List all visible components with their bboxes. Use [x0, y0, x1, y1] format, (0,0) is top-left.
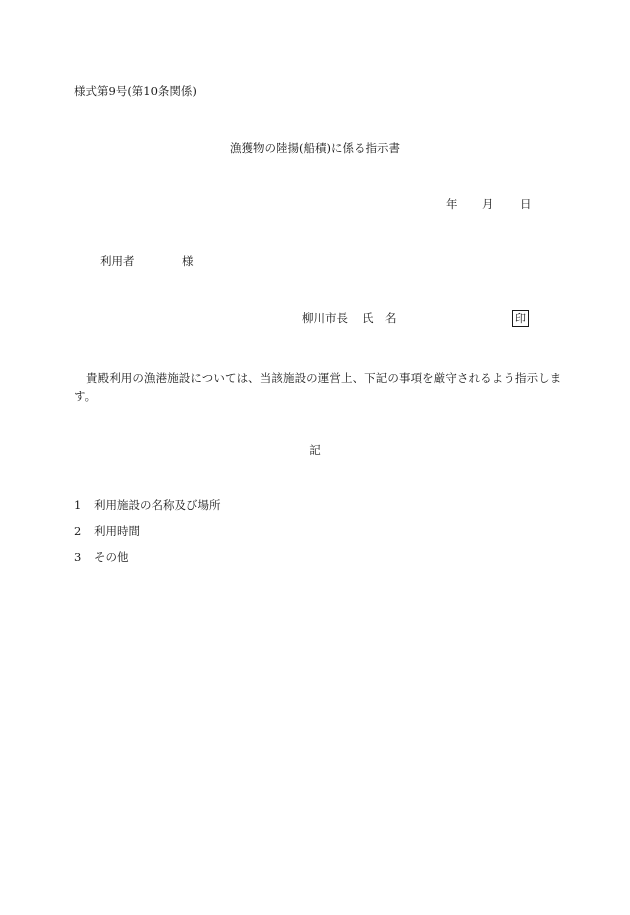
issuer-organization: 柳川市長 — [302, 311, 348, 325]
item-text: その他 — [94, 550, 129, 564]
list-item — [74, 500, 221, 512]
date-day-label: 日 — [520, 197, 532, 211]
item-text: 利用時間 — [94, 524, 140, 538]
item-text: 利用施設の名称及び場所 — [94, 498, 221, 512]
seal-box: 印 — [512, 310, 529, 327]
list-item — [74, 552, 129, 564]
item-number: 1 — [74, 498, 82, 512]
form-number: 様式第9号(第10条関係) — [74, 84, 197, 98]
document-title: 漁獲物の陸揚(船積)に係る指示書 — [230, 141, 400, 155]
date-month-label: 月 — [482, 197, 494, 211]
list-item — [74, 526, 140, 538]
item-number: 2 — [74, 524, 82, 538]
recipient-line — [100, 256, 194, 268]
issuer-line — [302, 313, 397, 325]
instruction-body: 貴殿利用の漁港施設については、当該施設の運営上、下記の事項を厳守されるよう指示します。 — [74, 371, 562, 403]
recipient-honorific: 様 — [182, 254, 194, 268]
recipient-label: 利用者 — [100, 254, 135, 268]
item-number: 3 — [74, 550, 82, 564]
ki-heading: 記 — [309, 443, 321, 457]
issuer-name-label: 氏 名 — [362, 311, 397, 325]
date-line — [446, 199, 532, 211]
date-year-label: 年 — [446, 197, 458, 211]
